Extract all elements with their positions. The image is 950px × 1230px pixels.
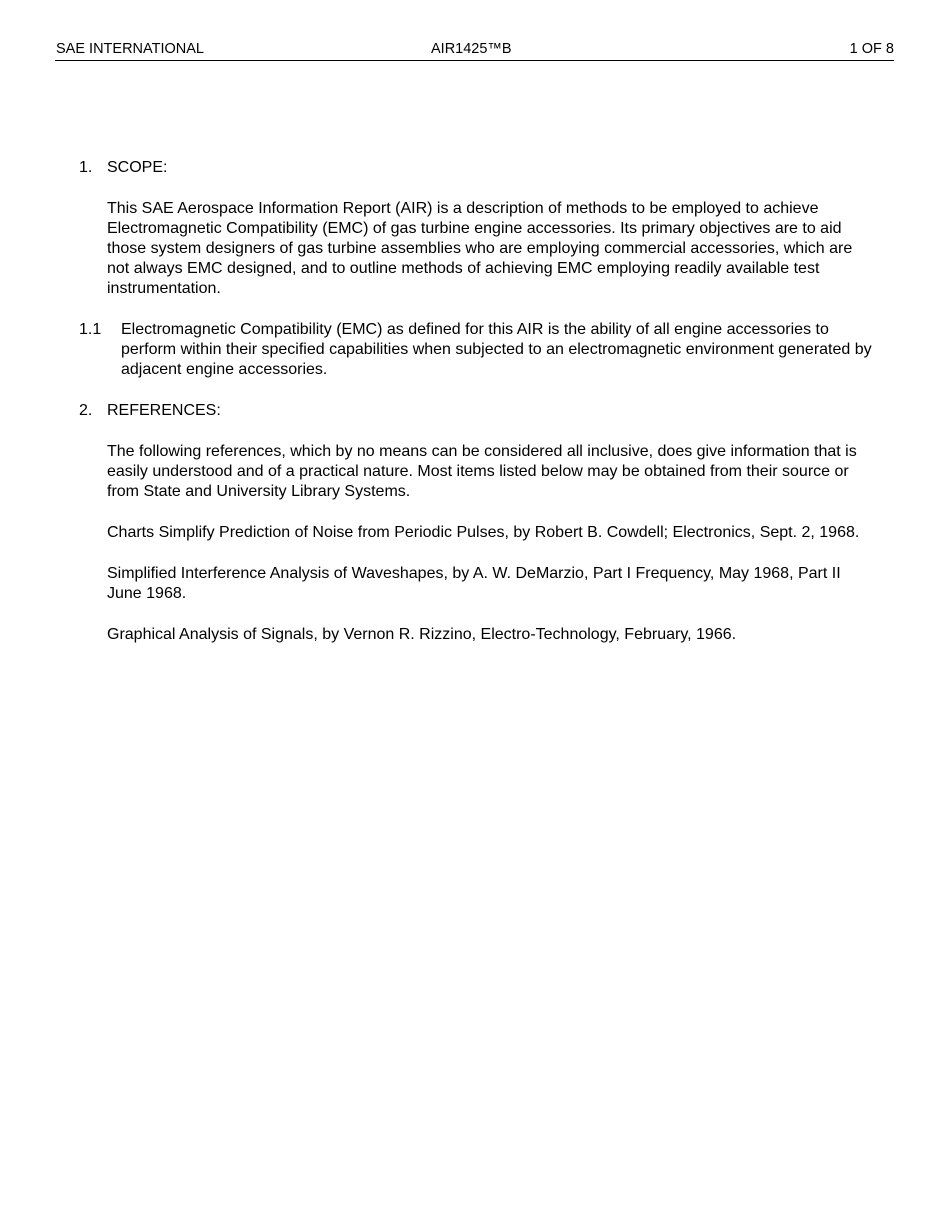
section-number: 1. <box>79 159 93 176</box>
document-body <box>79 158 879 666</box>
section-references-heading <box>79 401 879 421</box>
header-document-id: AIR1425™B <box>431 41 512 57</box>
reference-item: Simplified Interference Analysis of Waveshapes, by A. W. DeMarzio, Part I Frequency, May 1968, Part II June 1968. <box>107 565 841 602</box>
page-header <box>55 38 894 61</box>
subsection-1-1 <box>79 320 886 380</box>
subsection-number: 1.1 <box>79 321 102 338</box>
section-scope-heading <box>79 158 879 178</box>
reference-item: Graphical Analysis of Signals, by Vernon R. Rizzino, Electro-Technology, February, 1966. <box>107 626 737 643</box>
header-page-number: 1 OF 8 <box>849 41 894 57</box>
scope-paragraph: This SAE Aerospace Information Report (AIR) is a description of methods to be employed to achieve Electromagnetic Compatibility (EMC) of gas turbine engine accessories. Its primary objectives are to aid those system designers of gas turbine assemblies who are employing commercial accessories, which are not always EMC designed, and to outline methods of achieving EMC employing readily available test instrumentation. <box>107 200 853 297</box>
section-title: SCOPE: <box>107 159 168 176</box>
references-intro: The following references, which by no means can be considered all inclusive, does give information that is easily understood and of a practical nature. Most items listed below may be obtained from their source or from State and University Library Systems. <box>107 443 857 500</box>
section-number: 2. <box>79 402 93 419</box>
reference-item: Charts Simplify Prediction of Noise from Periodic Pulses, by Robert B. Cowdell; Electronics, Sept. 2, 1968. <box>107 524 860 541</box>
section-title: REFERENCES: <box>107 402 221 419</box>
header-organization: SAE INTERNATIONAL <box>56 41 204 57</box>
subsection-text: Electromagnetic Compatibility (EMC) as defined for this AIR is the ability of all engine accessories to perform within their specified capabilities when subjected to an electromagnetic environment generated by adjacent engine accessories. <box>121 321 872 378</box>
